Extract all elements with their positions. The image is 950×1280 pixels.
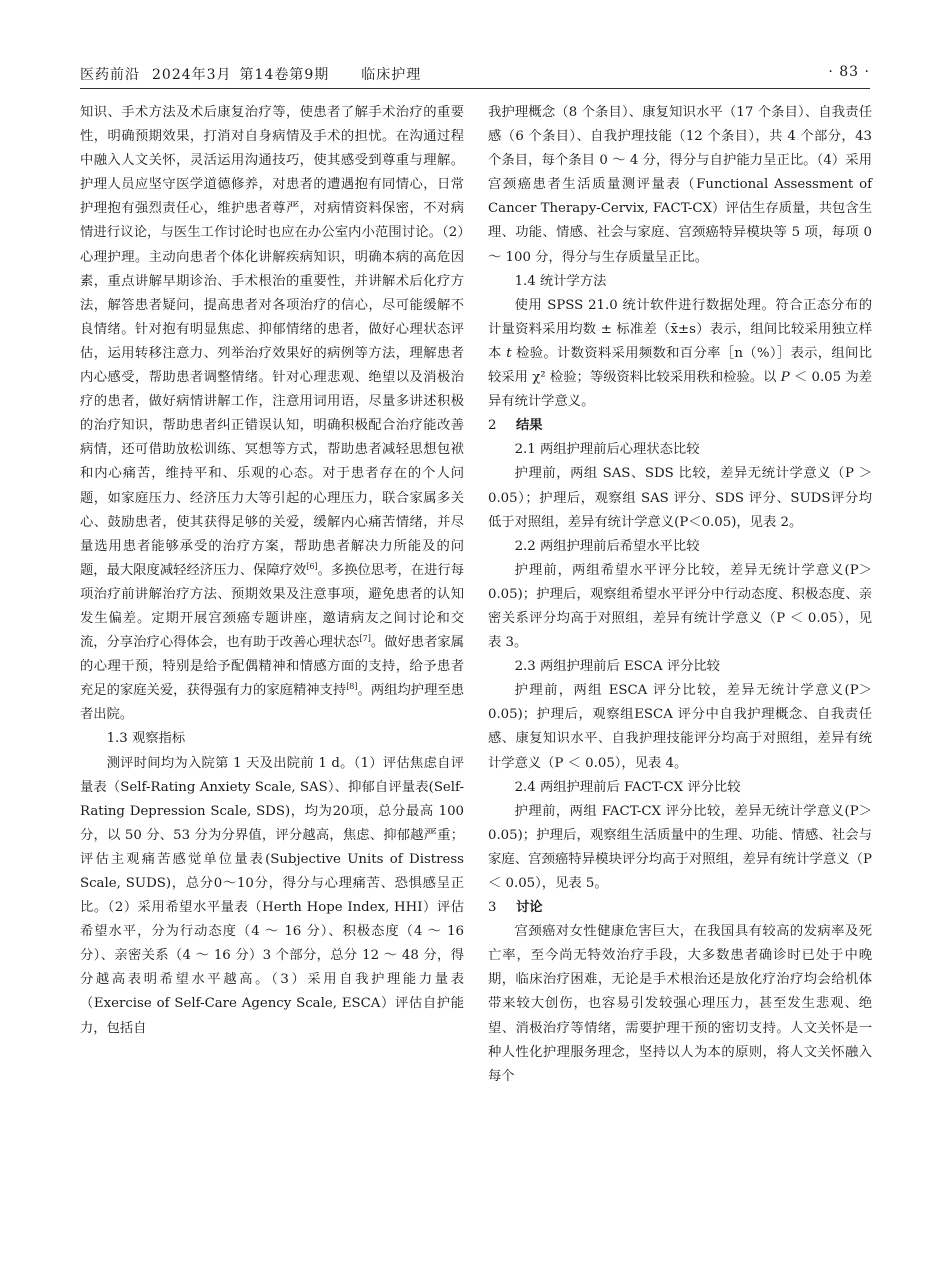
section-heading-2-2: 2.2 两组护理前后希望水平比较: [514, 538, 700, 554]
section-heading-3: 3 讨论: [488, 900, 543, 916]
section-heading-2-4: 2.4 两组护理前后 FACT-CX 评分比较: [514, 779, 741, 795]
section-heading-1-4: 1.4 统计学方法: [514, 273, 607, 289]
section-heading-2: 2 结果: [488, 418, 543, 434]
volume-issue: 第14卷第9期: [239, 67, 330, 83]
section-heading-1-3: 1.3 观察指标: [106, 731, 186, 747]
journal-name: 医药前沿: [80, 67, 140, 83]
body-paragraph: 宫颈癌对女性健康危害巨大，在我国具有较高的发病率及死亡率，至今尚无特效治疗手段，大多数患者确诊时已处于中晚期，临床治疗困难，无论是手术根治还是放化疗治疗均会给机体带来较大创伤，也容易引发较强心理压力，甚至发生悲观、绝望、消极治疗等情绪，需要护理干预的密切支持。人文关怀是一种人性化护理服务理念，坚持以人为本的原则，将人文关怀融入每个: [488, 924, 872, 1084]
body-paragraph: 护理前，两组 SAS、SDS 比较，差异无统计学意义（P ＞ 0.05）；护理后，观察组 SAS 评分、SDS 评分、SUDS评分均低于对照组，差异有统计学意义(P＜0.05)，见表 2。: [488, 466, 872, 530]
running-header: [80, 62, 870, 89]
section-heading-2-3: 2.3 两组护理前后 ESCA 评分比较: [514, 659, 720, 675]
section-name: 临床护理: [361, 67, 422, 83]
citation: [6]: [306, 561, 318, 571]
body-paragraph: 使用 SPSS 21.0 统计软件进行数据处理。符合正态分布的计量资料采用均数 ± 标准差（x̄±s）表示，组间比较采用独立样本 t 检验。计数资料采用频数和百分率［n（%）］表示，组间比较采用 χ² 检验；等级资料比较采用秩和检验。以 P ＜ 0.05 为差异有统计学意义。: [488, 297, 872, 410]
issue-date: 2024年3月: [152, 67, 232, 83]
section-heading-2-1: 2.1 两组护理前后心理状态比较: [514, 442, 700, 458]
body-paragraph: 护理前，两组 ESCA 评分比较，差异无统计学意义(P＞0.05)；护理后，观察组ESCA 评分中自我护理概念、自我责任感、康复知识水平、自我护理技能评分均高于对照组，差异有统计学意义（P ＜ 0.05），见表 4。: [488, 683, 872, 771]
citation: [8]: [346, 682, 358, 692]
body-paragraph: 知识、手术方法及术后康复治疗等，使患者了解手术治疗的重要性，明确预期效果，打消对自身病情及手术的担忧。在沟通过程中融入人文关怀，灵活运用沟通技巧，使其感受到尊重与理解。护理人员应坚守医学道德修养，对患者的遭遇抱有同情心，日常护理抱有强烈责任心，维护患者尊严，对病情资料保密，不对病情进行议论，与医生工作讨论时也应在办公室内小范围讨论。（2）心理护理。主动向患者个体化讲解疾病知识，明确本病的高危因素，重点讲解早期诊治、手术根治的重要性，并讲解术后化疗方法，解答患者疑问，提高患者对各项治疗的信心，尽可能缓解不良情绪。针对抱有明显焦虑、抑郁情绪的患者，做好心理状态评估，运用转移注意力、列举治疗效果好的病例等方法，理解患者内心感受，帮助患者调整情绪。针对心理悲观、绝望以及消极治疗的患者，做好病情讲解工作，注意用词用语，尽量多讲述积极的治疗知识，帮助患者纠正错误认知，明确积极配合治疗能改善病情，还可借助放松训练、冥想等方式，帮助患者减轻思想包袱和内心痛苦，维持平和、乐观的心态。对于患者存在的个人问题，如家庭压力、经济压力大等引起的心理压力，联合家属多关心、鼓励患者，使其获得足够的关爱，缓解内心痛苦情绪，并尽量选用患者能够承受的治疗方案，帮助患者解决力所能及的问题，最大限度减轻经济压力、保障疗效[6]。多换位思考，在进行每项治疗前讲解治疗方法、预期效果及注意事项，避免患者的认知发生偏差。定期开展宫颈癌专题讲座，邀请病友之间讨论和交流，分享治疗心得体会，也有助于改善心理状态[7]。做好患者家属的心理干预，特别是给予配偶精神和情感方面的支持，给予患者充足的家庭关爱，获得强有力的家庭精神支持[8]。两组均护理至患者出院。: [80, 105, 465, 723]
body-paragraph: 我护理概念（8 个条目）、康复知识水平（17 个条目）、自我责任感（6 个条目）、自我护理技能（12 个条目），共 4 个部分，43 个条目，每个条目 0 ～ 4 分，得分与自护能力呈正比。（4）采用宫颈癌患者生活质量测评量表（Functional Assessment of Cancer Therapy-Cervix, FACT-CX）评估生存质量，共包含生理、功能、情感、社会与家庭、宫颈癌特异模块等 5 项，每项 0 ～ 100 分，得分与生存质量呈正比。: [488, 105, 872, 265]
left-column: [80, 101, 464, 1041]
body-paragraph: 测评时间均为入院第 1 天及出院前 1 d。（1）评估焦虑自评量表（Self-Rating Anxiety Scale, SAS）、抑郁自评量表(Self-Rating Depression Scale, SDS)，均为20项，总分最高 100 分，以 50 分、53 分为分界值，评分越高，焦虑、抑郁越严重；评估主观痛苦感觉单位量表(Subjective Units of Distress Scale, SUDS)，总分0～10分，得分与心理痛苦、恐惧感呈正比。（2）采用希望水平量表（Herth Hope Index, HHI）评估希望水平，分为行动态度（4 ～ 16 分）、积极态度（4 ～ 16 分）、亲密关系（4 ～ 16 分）3 个部分，总分 12 ～ 48 分，得分越高表明希望水平越高。（3）采用自我护理能力量表（Exercise of Self-Care Agency Scale, ESCA）评估自护能力，包括自: [80, 755, 464, 1036]
citation: [7]: [359, 634, 371, 644]
right-column: [488, 101, 872, 1089]
body-paragraph: 护理前，两组 FACT-CX 评分比较，差异无统计学意义(P＞0.05)；护理后，观察组生活质量中的生理、功能、情感、社会与家庭、宫颈癌特异模块评分均高于对照组，差异有统计学意义（P ＜ 0.05），见表 5。: [488, 803, 872, 891]
header-left: [80, 64, 429, 84]
body-paragraph: 护理前，两组希望水平评分比较，差异无统计学意义(P＞0.05)；护理后，观察组希望水平评分中行动态度、积极态度、亲密关系评分均高于对照组，差异有统计学意义（P ＜ 0.05），见表 3。: [488, 562, 872, 651]
page-number: · 83 ·: [828, 64, 870, 80]
